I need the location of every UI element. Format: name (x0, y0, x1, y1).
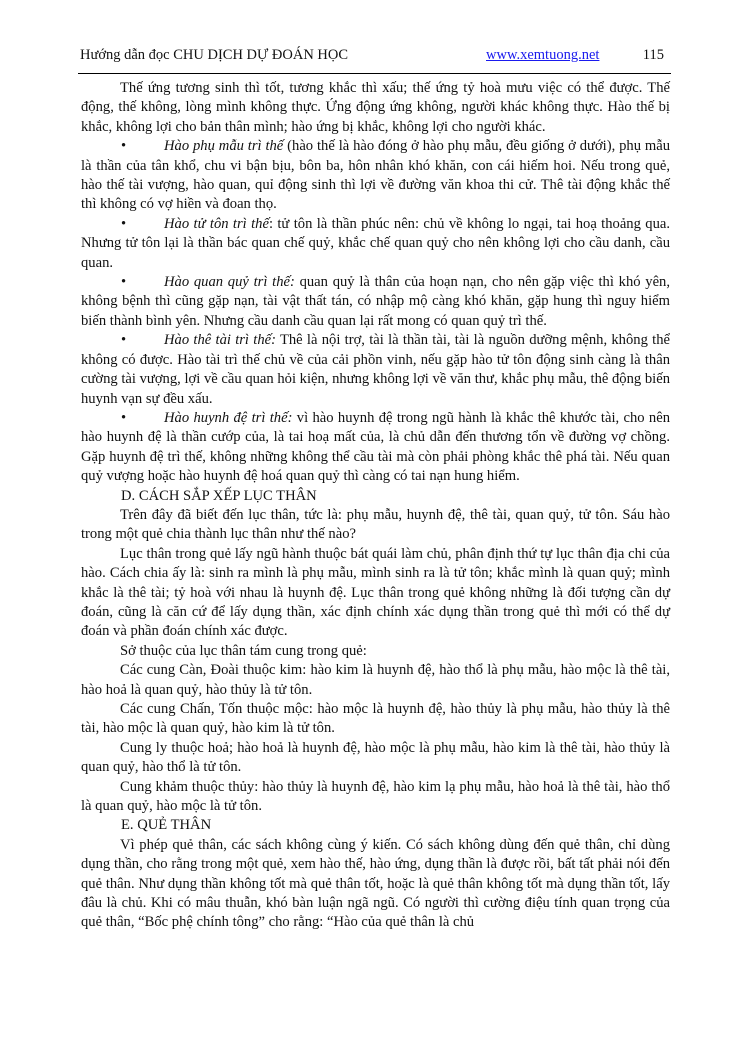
header-divider (78, 73, 671, 74)
bullet-title: Hào tử tôn trì thế (164, 215, 269, 232)
paragraph: Cung khảm thuộc thủy: hào thủy là huynh đệ, hào kim lạ phụ mẫu, hào hoả là thê tài, hào thổ là quan quỷ, hào mộc là tử tôn. (81, 778, 670, 815)
paragraph: Các cung Chấn, Tốn thuộc mộc: hào mộc là huynh đệ, hào thủy là phụ mẫu, hào thủy là thê tài, hào mộc là quan quỷ, hào kim là tử tôn. (81, 701, 670, 737)
bullet-title: Hào phụ mẫu trì thế (164, 138, 284, 155)
page-body (81, 79, 670, 933)
website-link[interactable]: www.xemtuong.net (486, 47, 600, 63)
bullet-text: : tử tôn là thần phúc nên: chủ về không lo ngại, tai hoạ thoảng qua. Nhưng tử tôn lại là thần bác quan chế quỷ, khắc chế quan quỷ cho nên không lợi cho cầu danh, cầu quan. (81, 215, 670, 271)
paragraph: Trên đây đã biết đến lục thân, tức là: phụ mẫu, huynh đệ, thê tài, quan quỷ, tử tôn. Sáu hào trong một quẻ chia thành lục thân như thế nào? (81, 506, 670, 543)
bullet-item-tu-ton (81, 215, 670, 273)
paragraph: Sở thuộc của lục thân tám cung trong quẻ: (120, 642, 367, 659)
paragraph: Thế ứng tương sinh thì tốt, tương khắc thì xấu; thế ứng tỷ hoà mưu việc có thể được. Thế động, thế không, lòng mình không thực. Ứng động ứng không, người khác không thực. Hào thế bị khắc, không lợi cho bản thân mình; hào ứng bị khắc, không lợi cho người khác. (81, 80, 670, 135)
section-heading-e: E. QUẺ THÂN (121, 817, 212, 834)
paragraph: Lục thân trong quẻ lấy ngũ hành thuộc bát quái làm chủ, phân định thứ tự lục thân địa chi của hào. Cách chia ấy là: sinh ra mình là phụ mẫu, mình sinh ra là tử tôn; khắc mình là quan quỷ; mình khắc là thê tài; tỷ hoà với nhau là huynh đệ. Lục thân trong quẻ không những là đối tượng cần dự đoán, cũng là căn cứ để lấy dụng thần, xác định chính xác dụng thần trong quẻ thì mới có thể dự đoán và phần đoán chính xác được. (81, 545, 670, 640)
bullet-text: (hào thế là hào đóng ở hào phụ mẫu, đều giống ở dưới), phụ mẫu là thần của tân khổ, chu vi bận bịu, bôn ba, hôn nhân khó khăn, con cái hiếm hoi. Nếu trong quẻ, hào thế tài vượng, hào quan, quỉ động sinh thì lợi về đường văn khoa thi cử. Thê tài động khắc thế thì không có vợ hiền và đoan thọ. (81, 138, 671, 213)
bullet-icon: • (121, 409, 127, 426)
bullet-icon: • (121, 332, 127, 349)
bullet-icon: • (121, 274, 127, 291)
bullet-icon: • (121, 138, 127, 155)
section-heading-d: D. CÁCH SẮP XẾP LỤC THÂN (121, 487, 317, 504)
paragraph: Các cung Càn, Đoài thuộc kim: hào kim là huynh đệ, hào thổ là phụ mẫu, hào mộc là thê tài, hào hoả là quan quỷ, hào thủy là tử tôn. (81, 662, 670, 698)
bullet-text: quan quỷ là thân của hoạn nạn, cho nên gặp việc thì khó yên, không bệnh thì cũng gặp nạn, tài vật thất tán, có nhập mộ càng khó khăn, gặp hung thì nguy hiểm biến thành bình yên. Nhưng cầu danh cầu quan lại rất mong có quan quỷ trì thế. (81, 274, 671, 329)
page-header (80, 47, 670, 67)
bullet-icon: • (121, 215, 127, 232)
paragraph: Cung ly thuộc hoả; hào hoả là huynh đệ, hào mộc là phụ mẫu, hào kim là thê tài, hào thủy là quan quỷ, hào thổ là tử tôn. (81, 739, 670, 776)
bullet-title: Hào quan quỷ trì thế: (164, 274, 295, 291)
bullet-item-quan-quy (81, 273, 670, 331)
paragraph: Vì phép quẻ thân, các sách không cùng ý kiến. Có sách không dùng đến quẻ thân, chỉ dùng dụng thần, cho rằng trong một quẻ, xem hào thế, hào ứng, dụng thần là được rồi, bất tất phải nói đến quẻ thân. Như dụng thần không tốt mà quẻ thân tốt, hoặc là quẻ thân không tốt mà dụng thần tốt, lấy đâu là chủ. Khi có mâu thuẫn, khó bàn luận ngã ngũ. Có người thì cường điệu tính quan trọng của quẻ thân, “Bốc phệ chính tông” cho rằng: “Hào của quẻ thân là chủ (81, 836, 670, 931)
page-number: 115 (642, 47, 664, 63)
bullet-text: vì hào huynh đệ trong ngũ hành là khắc thê khước tài, cho nên hào huynh đệ là thần cướp của, là tai hoạ mất của, là chủ dẫn đến thương tổn về đường vợ chồng. Gặp huynh đệ trì thế, không những không thể cầu tài mà còn phải phòng khắc thê phá tài. Nếu quan quỷ vượng hoặc hào huynh đệ hoá quan quỷ thì càng có tai nạn hung hiểm. (81, 409, 670, 485)
bullet-title: Hào huynh đệ trì thế: (164, 409, 293, 426)
bullet-item-phu-mau (81, 137, 670, 215)
bullet-title: Hào thê tài trì thế: (164, 332, 276, 349)
bullet-text: Thê là nội trợ, tài là thần tài, tài là nguồn dưỡng mệnh, không thể không có được. Hào tài trì thế chủ về của cải phồn vinh, nếu gặp hào tử tôn động sinh càng là thân cường tài vượng, lợi về cầu quan hỏi kiện, nhưng không lợi về văn thư, khắc phụ mẫu, thê động biến huynh vạn sự đều xấu. (81, 332, 670, 407)
bullet-item-huynh-de (81, 409, 670, 487)
bullet-item-the-tai (81, 331, 670, 409)
book-title: Hướng dẫn đọc CHU DỊCH DỰ ĐOÁN HỌC (80, 47, 349, 63)
